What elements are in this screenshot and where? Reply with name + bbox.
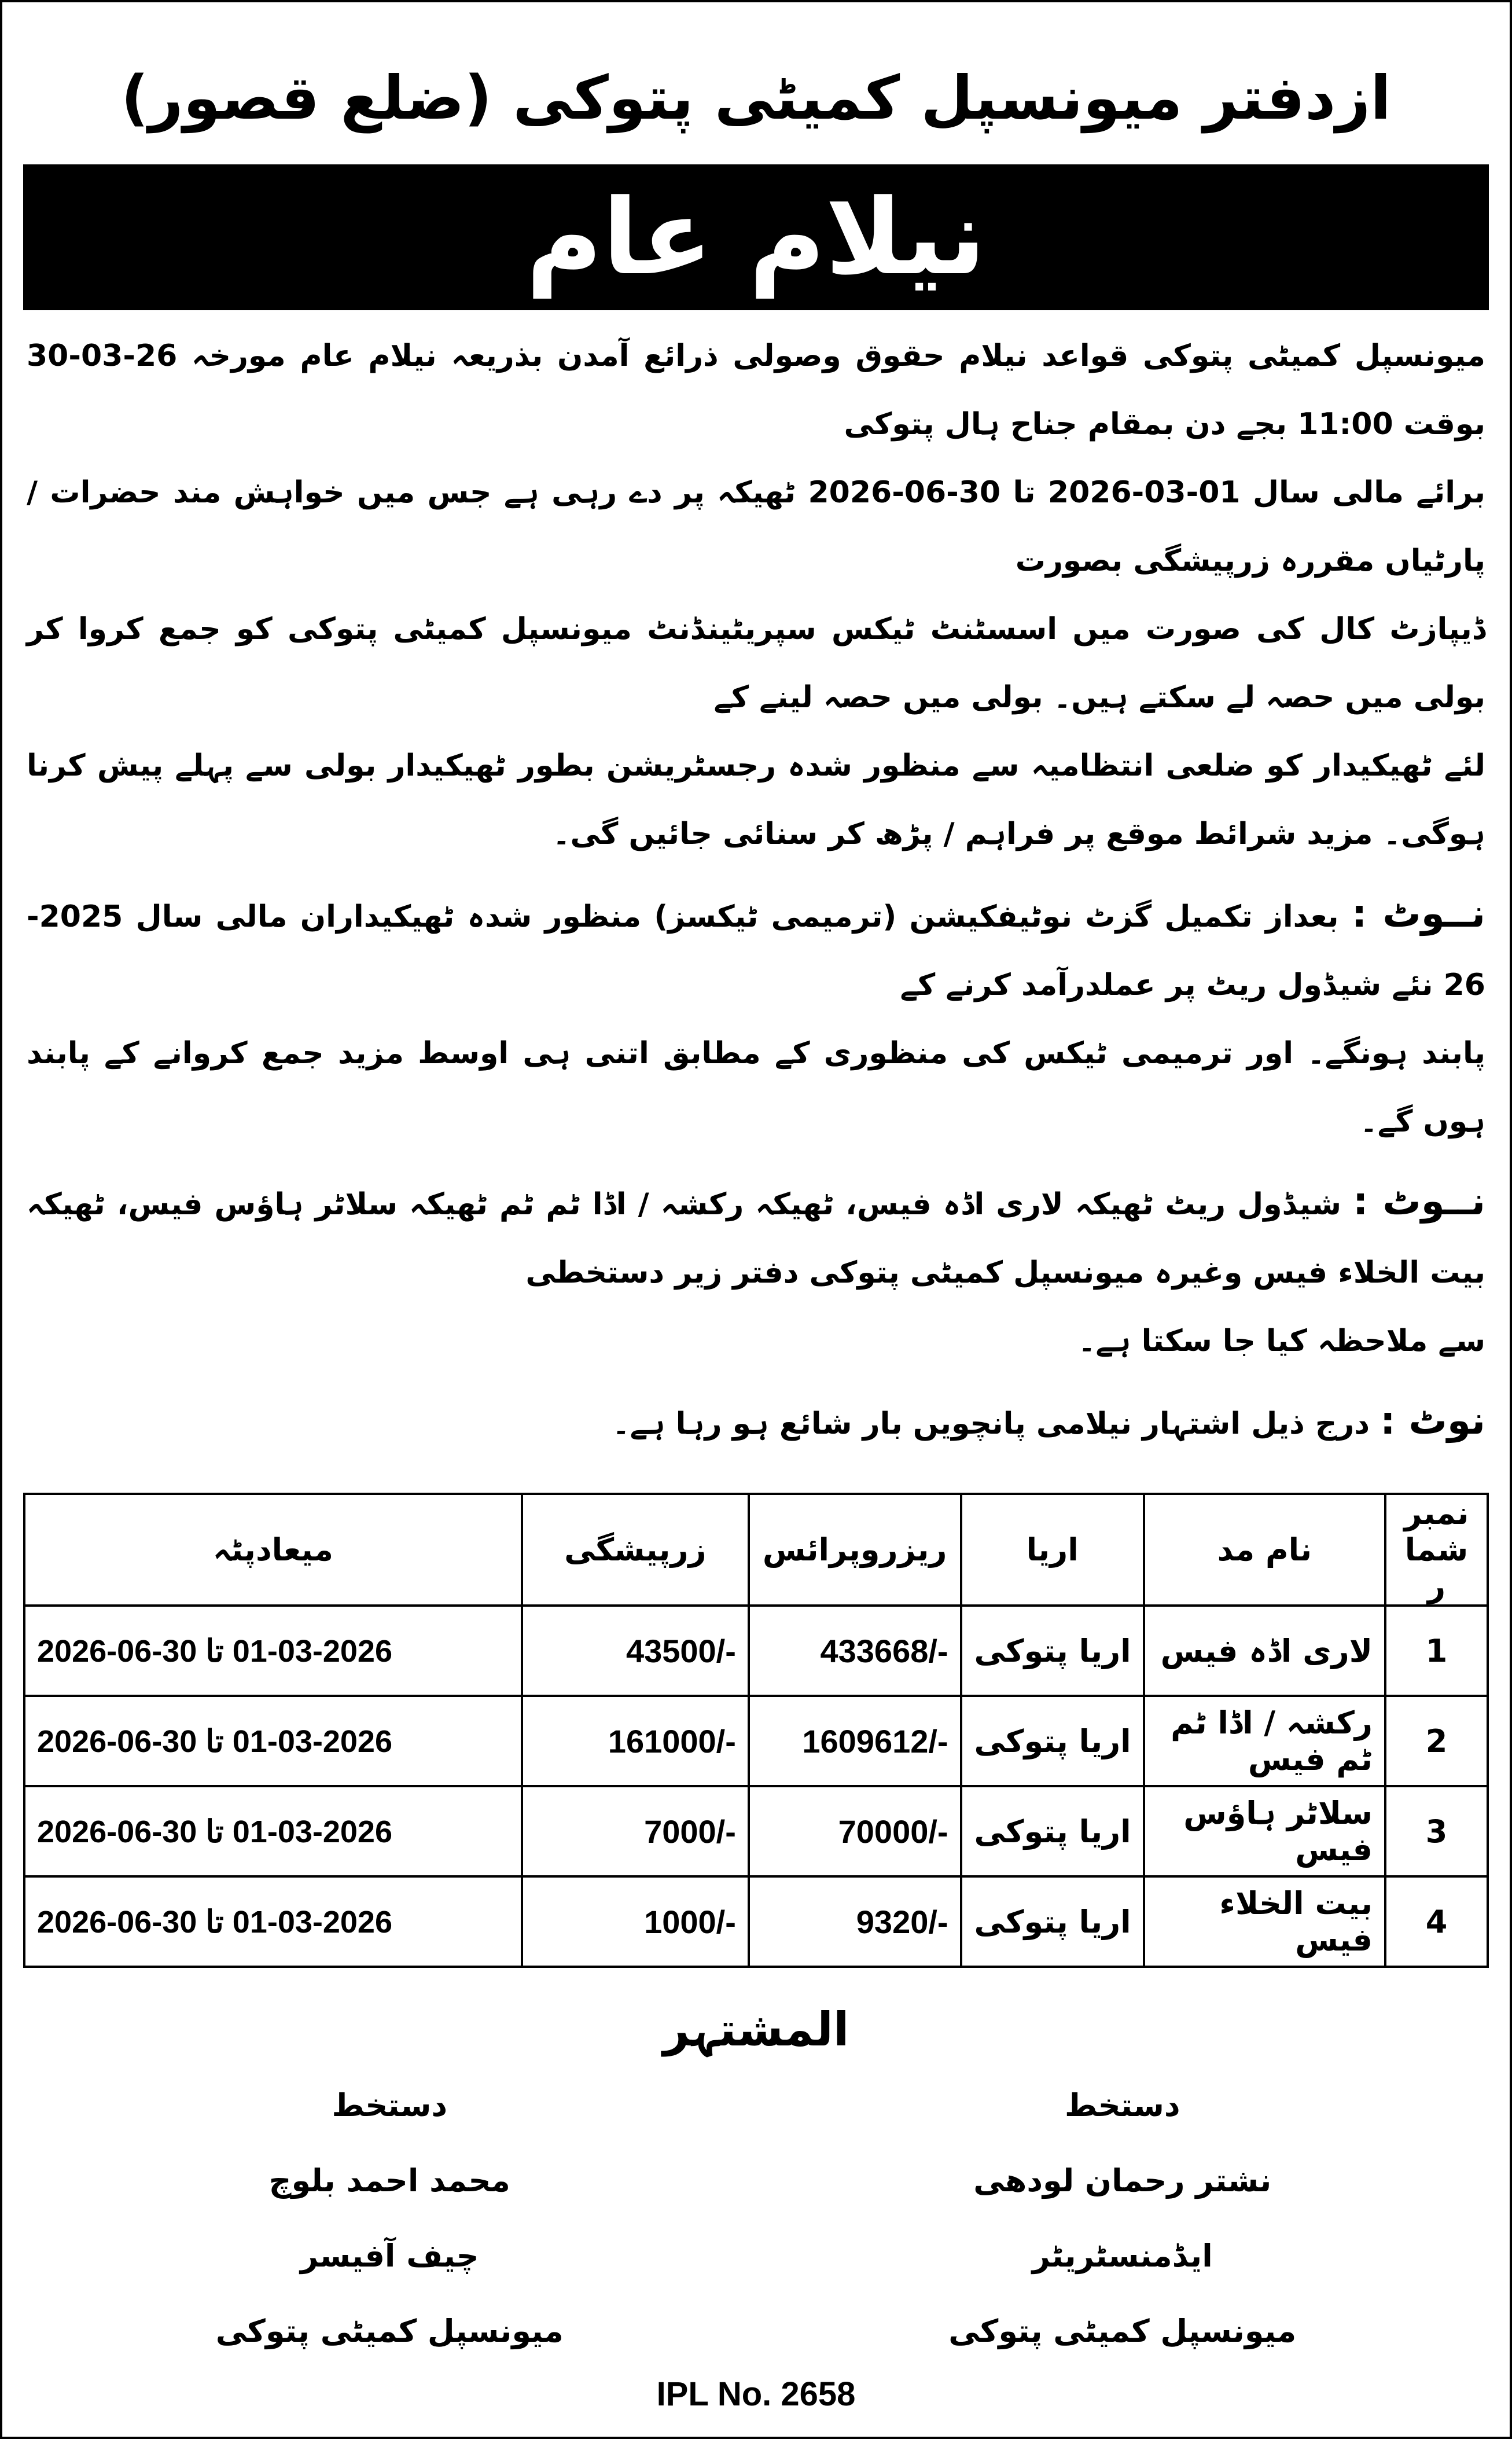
cell-period: 01-03-2026 تا 30-06-2026: [24, 1876, 522, 1967]
note-label: نــوٹ :: [1353, 1179, 1485, 1224]
cell-deposit: 43500/-: [522, 1606, 749, 1696]
header-reserve-price: ریزروپرائس: [749, 1494, 961, 1606]
paragraph-line: برائے مالی سال 01-03-2026 تا 30-06-2026 ٹھیکہ پر دے رہی ہے جس میں خواہش مند حضرات / پارٹیاں مقررہ زرپیشگی بصورت: [27, 475, 1485, 578]
cell-item: سلاٹر ہاؤس فیس: [1144, 1786, 1385, 1876]
table-header-row: [24, 1494, 1488, 1606]
table-row: [24, 1786, 1488, 1876]
signatory-designation: ایڈمنسٹریٹر: [1032, 2238, 1213, 2274]
cell-serial: 1: [1385, 1606, 1488, 1696]
cell-period: 01-03-2026 تا 30-06-2026: [24, 1696, 522, 1786]
note-1: [23, 880, 1489, 1156]
cell-serial: 4: [1385, 1876, 1488, 1967]
note-text: شیڈول ریٹ ٹھیکہ لاری اڈہ فیس، ٹھیکہ رکشہ / اڈا ٹم ٹم ٹھیکہ سلاٹر ہاؤس فیس، ٹھیکہ بیت الخلاء فیس وغیرہ میونسپل کمیٹی پتوکی دفتر زیر دستخطی: [27, 1187, 1485, 1290]
cell-deposit: 161000/-: [522, 1696, 749, 1786]
paragraph-line: میونسپل کمیٹی پتوکی قواعد نیلام حقوق وصولی ذرائع آمدن بذریعہ نیلام عام مورخہ 26-03-30 بوقت 11:00 بجے دن بمقام جناح ہال پتوکی: [27, 339, 1485, 442]
note-text: سے ملاحظہ کیا جا سکتا ہے۔: [1078, 1324, 1485, 1358]
cell-period: 01-03-2026 تا 30-06-2026: [24, 1606, 522, 1696]
header-item: نام مد: [1144, 1494, 1385, 1606]
signatory-designation: چیف آفیسر: [300, 2238, 479, 2274]
cell-area: اریا پتوکی: [961, 1876, 1144, 1967]
cell-deposit: 1000/-: [522, 1876, 749, 1967]
cell-serial: 3: [1385, 1786, 1488, 1876]
cell-item: لاری اڈہ فیس: [1144, 1606, 1385, 1696]
cell-serial: 2: [1385, 1696, 1488, 1786]
cell-area: اریا پتوکی: [961, 1786, 1144, 1876]
signatory-office: میونسپل کمیٹی پتوکی: [215, 2313, 564, 2349]
office-title: ازدفتر میونسپل کمیٹی پتوکی (ضلع قصور): [121, 63, 1391, 133]
cell-reserve: 433668/-: [749, 1606, 961, 1696]
header-serial: نمبرشمار: [1385, 1494, 1488, 1606]
header-area: اریا: [961, 1494, 1144, 1606]
note-text: بعداز تکمیل گزٹ نوٹیفکیشن (ترمیمی ٹیکسز) منظور شدہ ٹھیکیداران مالی سال 2025-26 نئے شیڈول ریٹ پر عملدرآمد کرنے کے: [27, 899, 1485, 1002]
signatory-administrator: [862, 2068, 1383, 2369]
signatory-office: میونسپل کمیٹی پتوکی: [948, 2313, 1297, 2349]
signatory-name: محمد احمد بلوچ: [268, 2162, 510, 2199]
paragraph-line: ڈیپازٹ کال کی صورت میں اسسٹنٹ ٹیکس سپریٹینڈنٹ میونسپل کمیٹی پتوکی کو جمع کروا کر بولی میں حصہ لے سکتے ہیں۔ بولی میں حصہ لینے کے: [27, 612, 1485, 715]
auction-banner: [23, 164, 1489, 310]
cell-period: 01-03-2026 تا 30-06-2026: [24, 1786, 522, 1876]
table-row: [24, 1606, 1488, 1696]
signature-label: دستخط: [332, 2087, 448, 2124]
signatory-chief-officer: [129, 2068, 650, 2369]
banner-text: نیلام عام: [526, 177, 986, 298]
paragraph-line: لئے ٹھیکیدار کو ضلعی انتظامیہ سے منظور شدہ رجسٹریشن بطور ٹھیکیدار بولی سے پہلے پیش کرنا ہوگی۔ مزید شرائط موقع پر فراہم / پڑھ کر سنائی جائیں گی۔: [27, 748, 1485, 851]
note-text: پابند ہونگے۔ اور ترمیمی ٹیکس کی منظوری کے مطابق اتنی ہی اوسط مزید جمع کروانے کے پابند ہوں گے۔: [27, 1036, 1485, 1139]
cell-reserve: 9320/-: [749, 1876, 961, 1967]
table-row: [24, 1696, 1488, 1786]
note-label: نوٹ :: [1380, 1398, 1485, 1443]
cell-reserve: 70000/-: [749, 1786, 961, 1876]
header-lease-period: میعادپٹہ: [24, 1494, 522, 1606]
cell-item: رکشہ / اڈا ٹم ٹم فیس: [1144, 1696, 1385, 1786]
auction-paragraph: [23, 322, 1489, 868]
signature-label: دستخط: [1064, 2087, 1180, 2124]
signatory-name: نشتر رحمان لودھی: [973, 2162, 1272, 2199]
cell-area: اریا پتوکی: [961, 1606, 1144, 1696]
cell-reserve: 1609612/-: [749, 1696, 961, 1786]
cell-area: اریا پتوکی: [961, 1696, 1144, 1786]
cell-deposit: 7000/-: [522, 1786, 749, 1876]
table-row: [24, 1876, 1488, 1967]
note-text: درج ذیل اشتہار نیلامی پانچویں بار شائع ہو رہا ہے۔: [612, 1406, 1370, 1441]
header-deposit: زرپیشگی: [522, 1494, 749, 1606]
advertiser-heading: المشتہر: [663, 2003, 849, 2056]
ipl-number: IPL No. 2658: [656, 2375, 856, 2413]
signatories: [23, 2068, 1489, 2369]
note-3: [23, 1387, 1489, 1458]
cell-item: بیت الخلاء فیس: [1144, 1876, 1385, 1967]
note-2: [23, 1167, 1489, 1375]
note-label: نــوٹ :: [1351, 891, 1485, 936]
auction-table: [23, 1493, 1489, 1968]
